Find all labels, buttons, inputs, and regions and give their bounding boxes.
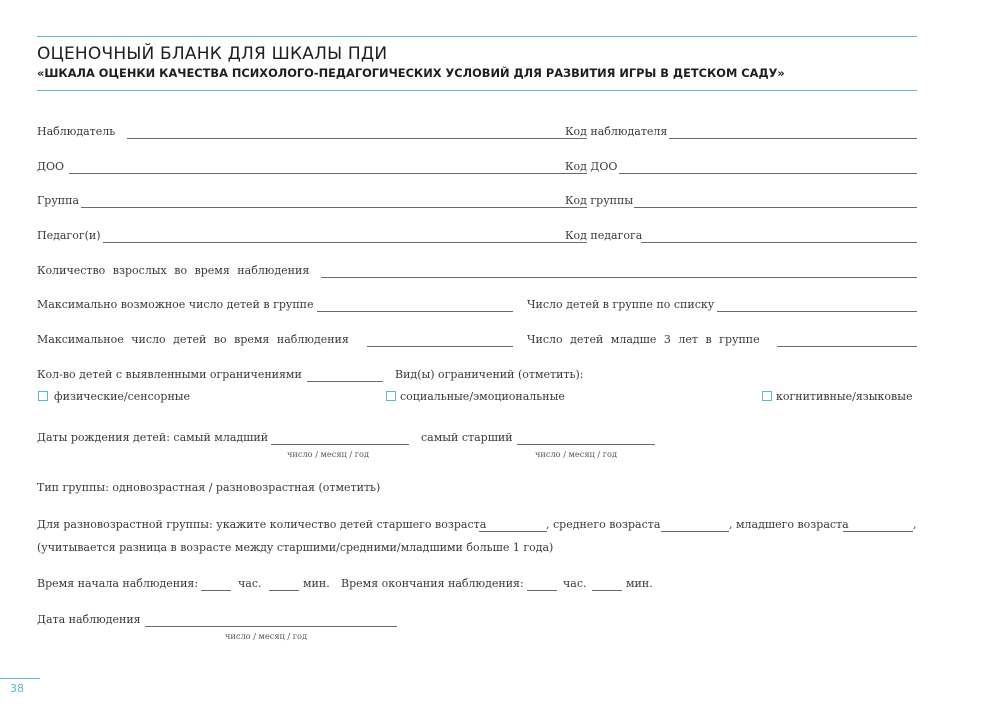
limited-count-label: Кол-во детей с выявленными ограничениями <box>37 368 302 381</box>
cognitive-checkbox[interactable] <box>762 391 772 401</box>
end-minutes-label: мин. <box>626 577 653 590</box>
observation-date-row <box>37 613 917 641</box>
limit-types-label: Вид(ы) ограничений (отметить): <box>395 368 584 381</box>
doo-field[interactable] <box>69 173 587 174</box>
children-under3-field[interactable] <box>777 346 917 347</box>
max-children-obs-row <box>37 333 917 351</box>
teacher-label: Педагог(и) <box>37 229 101 242</box>
observer-code-field[interactable] <box>669 138 917 139</box>
group-row <box>37 194 917 212</box>
adults-count-label: Количество взрослых во время наблюдения <box>37 264 310 277</box>
group-code-label: Код группы <box>565 194 634 207</box>
obs-date-label: Дата наблюдения <box>37 613 141 626</box>
obs-date-field[interactable] <box>145 626 397 627</box>
birth-dates-label: Даты рождения детей: самый младший <box>37 431 269 444</box>
observer-label: Наблюдатель <box>37 125 116 138</box>
group-type-label: Тип группы: одновозрастная / разновозрастная (отметить) <box>37 481 381 494</box>
form-subtitle: «ШКАЛА ОЦЕНКИ КАЧЕСТВА ПСИХОЛОГО-ПЕДАГОГИЧЕСКИХ УСЛОВИЙ ДЛЯ РАЗВИТИЯ ИГРЫ В ДЕТСКОМ САДУ» <box>37 66 785 80</box>
teacher-field[interactable] <box>103 242 587 243</box>
page-number-rule <box>0 678 40 679</box>
max-children-label: Максимально возможное число детей в группе <box>37 298 314 311</box>
adults-count-field[interactable] <box>321 277 917 278</box>
middle-age-label: , среднего возраста <box>546 518 661 531</box>
group-code-field[interactable] <box>634 207 917 208</box>
physical-label: физические/сенсорные <box>54 390 191 403</box>
obs-date-hint: число / месяц / год <box>225 631 308 641</box>
max-children-obs-field[interactable] <box>367 346 513 347</box>
children-list-label: Число детей в группе по списку <box>527 298 715 311</box>
oldest-date-hint: число / месяц / год <box>535 449 618 459</box>
young-count-field[interactable] <box>843 531 913 532</box>
header-top-rule <box>37 36 917 37</box>
youngest-date-hint: число / месяц / год <box>287 449 370 459</box>
start-minutes-field[interactable] <box>269 590 299 591</box>
cognitive-label: когнитивные/языковые <box>776 390 913 403</box>
middle-count-field[interactable] <box>661 531 729 532</box>
mixed-group-label: Для разновозрастной группы: укажите количество детей старшего возраста <box>37 518 487 531</box>
oldest-birth-field[interactable] <box>517 444 655 445</box>
max-children-obs-label: Максимальное число детей во время наблюдения <box>37 333 349 346</box>
older-count-field[interactable] <box>479 531 547 532</box>
social-label: социальные/эмоциональные <box>400 390 565 403</box>
max-children-field[interactable] <box>317 311 513 312</box>
start-minutes-label: мин. <box>303 577 330 590</box>
end-minutes-field[interactable] <box>592 590 622 591</box>
page-number: 38 <box>10 682 24 695</box>
social-checkbox[interactable] <box>386 391 396 401</box>
start-hours-label: час. <box>238 577 262 590</box>
max-children-row <box>37 298 917 316</box>
trailing-comma: , <box>913 518 917 531</box>
observer-code-label: Код наблюдателя <box>565 125 668 138</box>
oldest-label: самый старший <box>421 431 513 444</box>
teacher-code-label: Код педагога <box>565 229 643 242</box>
teacher-row <box>37 229 917 247</box>
start-hours-field[interactable] <box>201 590 231 591</box>
observer-field[interactable] <box>127 138 587 139</box>
doo-row <box>37 160 917 178</box>
end-time-label: Время окончания наблюдения: <box>341 577 524 590</box>
limitation-checkboxes-row <box>37 390 917 408</box>
start-time-label: Время начала наблюдения: <box>37 577 199 590</box>
young-age-label: , младшего возраста <box>729 518 849 531</box>
time-row <box>37 577 917 595</box>
header-bottom-rule <box>37 90 917 91</box>
age-note: (учитывается разница в возрасте между старшими/средними/младшими больше 1 года) <box>37 541 554 554</box>
adults-count-row <box>37 264 917 282</box>
form-title: ОЦЕНОЧНЫЙ БЛАНК ДЛЯ ШКАЛЫ ПДИ <box>37 44 388 64</box>
physical-checkbox[interactable] <box>38 391 48 401</box>
birth-dates-row <box>37 431 917 459</box>
group-label: Группа <box>37 194 80 207</box>
children-under3-label: Число детей младше 3 лет в группе <box>527 333 760 346</box>
doo-code-field[interactable] <box>619 173 917 174</box>
limited-count-field[interactable] <box>307 381 383 382</box>
children-list-field[interactable] <box>717 311 917 312</box>
limitations-row <box>37 368 917 386</box>
group-type-row <box>37 481 917 499</box>
age-note-row <box>37 541 917 559</box>
doo-code-label: Код ДОО <box>565 160 618 173</box>
observer-row <box>37 125 917 143</box>
end-hours-field[interactable] <box>527 590 557 591</box>
youngest-birth-field[interactable] <box>271 444 409 445</box>
teacher-code-field[interactable] <box>641 242 917 243</box>
doo-label: ДОО <box>37 160 64 173</box>
group-field[interactable] <box>81 207 587 208</box>
mixed-group-row <box>37 518 917 536</box>
end-hours-label: час. <box>563 577 587 590</box>
